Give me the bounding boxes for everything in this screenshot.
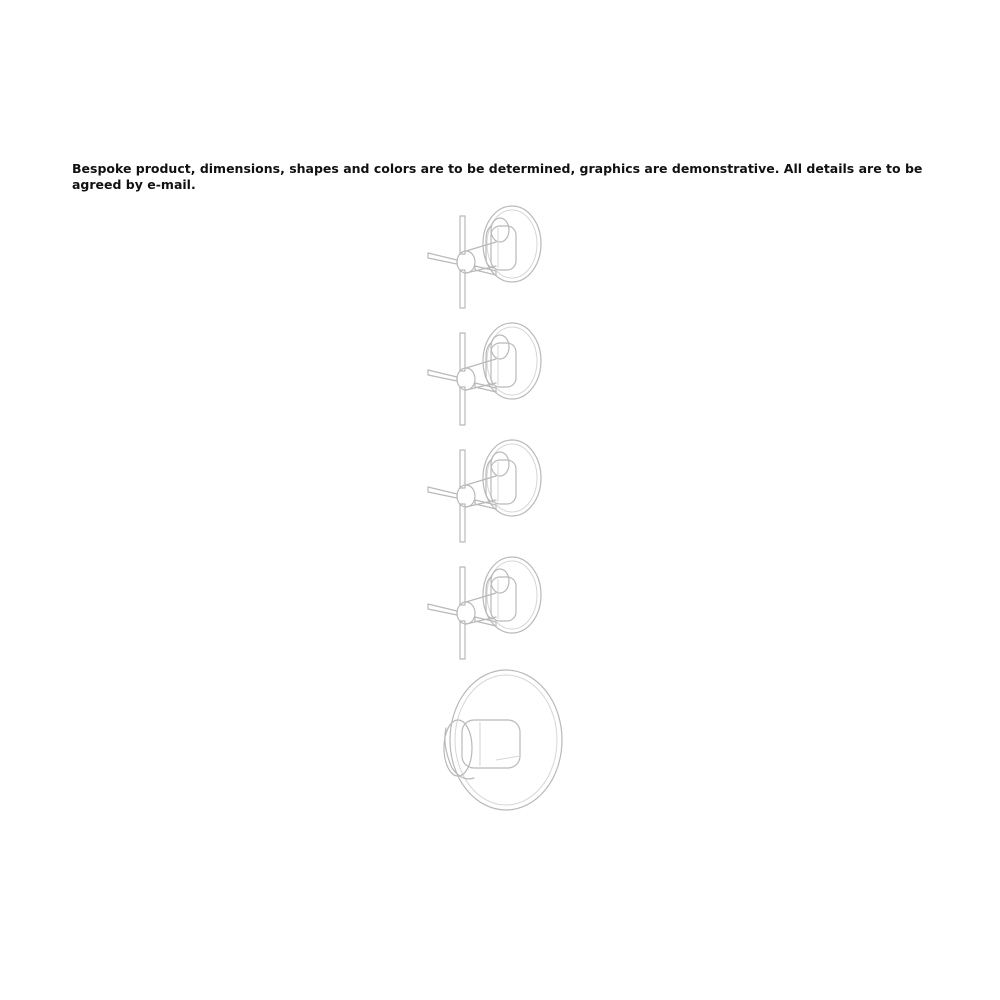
thermostatic-mixer [444,670,562,810]
cross-handle-valve-1 [428,206,541,308]
product-line-drawing [400,200,600,830]
shower-valve-illustration [400,200,600,830]
cross-handle-valve-4 [428,557,541,659]
cross-handle-valve-2 [428,323,541,425]
product-disclaimer: Bespoke product, dimensions, shapes and colors are to be determined, graphics are demonstrative. All details are to be agreed by e-mail. [72,161,923,192]
cross-handle-valve-3 [428,440,541,542]
